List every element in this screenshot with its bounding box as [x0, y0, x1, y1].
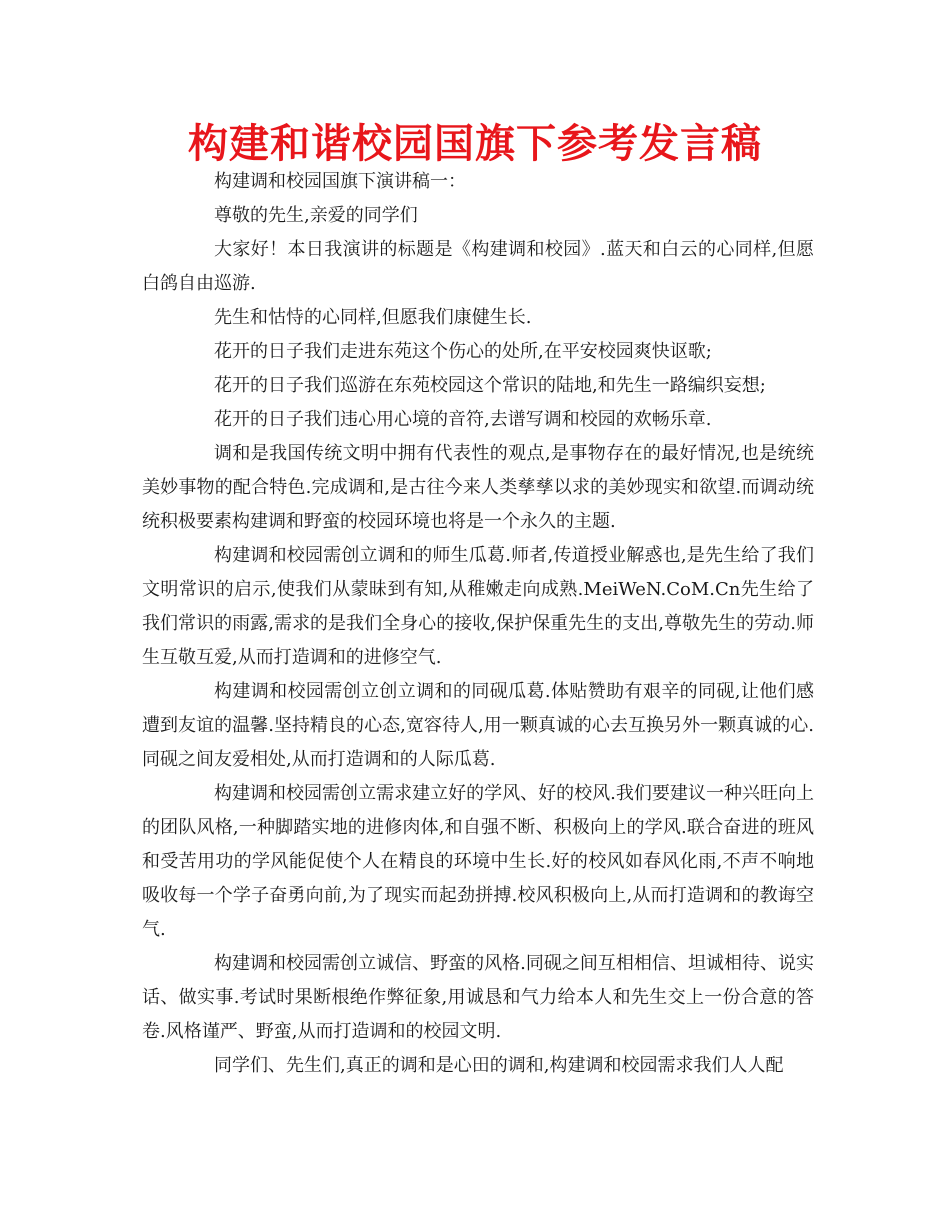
- paragraph: 花开的日子我们走进东苑这个伤心的处所,在平安校园爽快讴歌;: [214, 341, 712, 362]
- paragraph: 花开的日子我们巡游在东苑校园这个常识的陆地,和先生一路编织妄想;: [214, 375, 766, 396]
- paragraph: 调和是我国传统文明中拥有代表性的观点,是事物存在的最好情况,也是统统美妙事物的配合特色.完成调和,是古往今来人类孳孳以求的美妙现实和欲望.而调动统统积极要素构建调和野蛮的校园环境也将是一个永久的主题.: [142, 443, 814, 532]
- paragraph: 构建调和校园国旗下演讲稿一：: [214, 171, 466, 192]
- document-title: 构建和谐校园国旗下参考发言稿: [188, 121, 762, 167]
- paragraph: 先生和怙恃的心同样,但愿我们康健生长.: [214, 307, 532, 328]
- paragraph: 同学们、先生们,真正的调和是心田的调和,构建调和校园需求我们人人配: [214, 1055, 784, 1076]
- paragraph: 构建调和校园需创立调和的师生瓜葛.师者,传道授业解惑也,是先生给了我们文明常识的启示,使我们从蒙昧到有知,从稚嫩走向成熟.MeiWeN.CoM.Cn先生给了我们常识的雨露,需求的是我们全身心的接收,保护保重先生的支出,尊敬先生的劳动.师生互敬互爱,从而打造调和的进修空气.: [142, 545, 814, 668]
- paragraph: 构建调和校园需创立创立调和的同砚瓜葛.体贴赞助有艰辛的同砚,让他们感遭到友谊的温馨.坚持精良的心态,宽容待人,用一颗真诚的心去互换另外一颗真诚的心.同砚之间友爱相处,从而打造调和的人际瓜葛.: [142, 681, 814, 770]
- document-body: [142, 165, 814, 1083]
- paragraph: 尊敬的先生,亲爱的同学们: [214, 205, 418, 226]
- paragraph: 构建调和校园需创立诚信、野蛮的风格.同砚之间互相相信、坦诚相待、说实话、做实事.考试时果断根绝作弊征象,用诚恳和气力给本人和先生交上一份合意的答卷.风格谨严、野蛮,从而打造调和的校园文明.: [142, 953, 814, 1042]
- paragraph: 构建调和校园需创立需求建立好的学风、好的校风.我们要建议一种兴旺向上的团队风格,一种脚踏实地的进修肉体,和自强不断、积极向上的学风.联合奋进的班风和受苦用功的学风能促使个人在精良的环境中生长.好的校风如春风化雨,不声不响地吸收每一个学子奋勇向前,为了现实而起劲拼搏.校风积极向上,从而打造调和的教诲空气.: [142, 783, 814, 940]
- paragraph: 花开的日子我们违心用心境的音符,去谱写调和校园的欢畅乐章.: [214, 409, 712, 430]
- paragraph: 大家好！本日我演讲的标题是《构建调和校园》.蓝天和白云的心同样,但愿白鸽自由巡游.: [142, 239, 814, 294]
